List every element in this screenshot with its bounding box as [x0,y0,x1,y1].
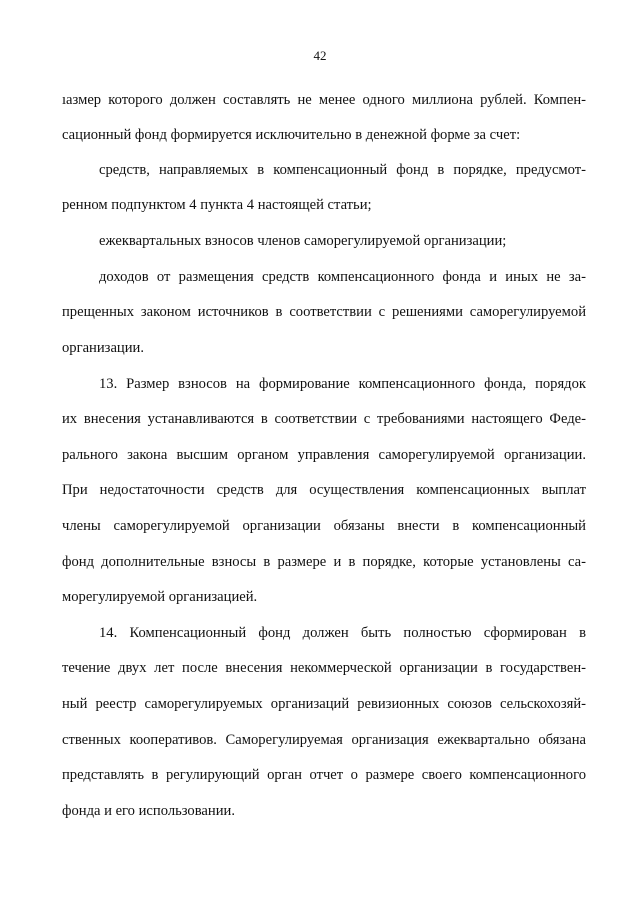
text-line: рального закона высшим органом управления саморегулируемой организации. [62,447,586,463]
text-line: их внесения устанавливаются в соответствии с требованиями настоящего Феде- [62,411,586,427]
text-line: ственных кооперативов. Саморегулируемая организация ежеквартально обязана [62,732,586,748]
text-line: ежеквартальных взносов членов саморегулируемой организации; [99,233,507,249]
text-line: члены саморегулируемой организации обязаны внести в компенсационный [62,518,586,534]
text-line: морегулируемой организацией. [62,589,258,605]
text-line: ıазмер которого должен составлять не менее одного миллиона рублей. Компен- [62,92,586,108]
text-line: представлять в регулирующий орган отчет о размере своего компенсационного [62,767,586,783]
text-line: организации. [62,340,144,356]
text-line: При недостаточности средств для осуществления компенсационных выплат [62,482,586,498]
text-line: ный реестр саморегулируемых организаций ревизионных союзов сельскохозяй- [62,696,586,712]
text-line: течение двух лет после внесения некоммерческой организации в государствен- [62,660,586,676]
text-line: средств, направляемых в компенсационный фонд в порядке, предусмот- [99,162,586,178]
text-line: 14. Компенсационный фонд должен быть полностью сформирован в [99,625,586,641]
page-number: 42 [313,48,327,63]
text-line: фонд дополнительные взносы в размере и в порядке, которые установлены са- [62,554,586,570]
text-line: 13. Размер взносов на формирование компенсационного фонда, порядок [99,376,586,392]
text-line: ренном подпунктом 4 пункта 4 настоящей статьи; [62,197,372,213]
text-line: доходов от размещения средств компенсационного фонда и иных не за- [99,269,586,285]
text-line: фонда и его использовании. [62,803,235,819]
text-line: прещенных законом источников в соответствии с решениями саморегулируемой [62,304,586,320]
text-line: сационный фонд формируется исключительно в денежной форме за счет: [62,127,521,143]
